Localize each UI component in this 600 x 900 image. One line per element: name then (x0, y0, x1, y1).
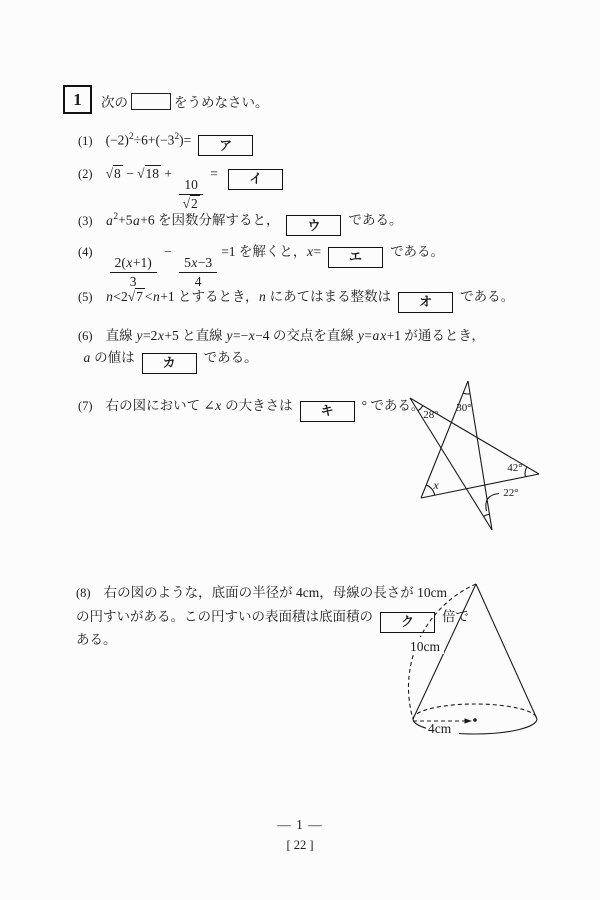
numerator (179, 255, 217, 273)
math-text: 4 (194, 274, 202, 289)
math-variable: x (157, 328, 164, 343)
math-variable: n (153, 289, 160, 304)
angle-label-42: 42° (507, 462, 523, 474)
math-text: =2 (142, 328, 158, 343)
superscript: 2 (113, 212, 119, 222)
question-number: (5) (78, 290, 93, 304)
math-variable: x (380, 328, 387, 343)
math-variable: a (106, 212, 113, 228)
answer-box: キ (300, 401, 355, 422)
math-text: = (313, 244, 322, 259)
angle-label-30: 30° (456, 402, 472, 414)
math-text: である。 (203, 350, 258, 365)
angle-label-28: 28° (423, 409, 439, 421)
math-text: +6 を因数分解すると， (140, 212, 280, 228)
math-variable: a (83, 350, 91, 365)
center-dot (473, 718, 477, 722)
question-6-line-1 (78, 325, 485, 347)
answer-box: カ (142, 353, 197, 374)
answer-box: ア (198, 135, 253, 156)
math-variable: y (136, 328, 143, 343)
math-text: ある。 (76, 632, 117, 647)
question-number: (1) (78, 133, 93, 148)
answer-box: エ (328, 247, 383, 268)
question-number: (6) (78, 329, 93, 343)
math-text: +1 とするとき， (160, 289, 259, 304)
math-variable: x (306, 244, 313, 259)
math-variable: x (215, 398, 222, 413)
math-text: である。 (348, 212, 403, 228)
question-3 (78, 206, 402, 236)
math-variable: n (106, 289, 113, 304)
answer-box: イ (228, 169, 283, 190)
radical-sign: √ (105, 166, 113, 181)
instruction-post: をうめなさい。 (174, 95, 269, 110)
question-number: (8) (76, 586, 91, 600)
math-text: = (364, 328, 372, 343)
math-text: =1 を解くと， (221, 244, 307, 259)
math-text: =− (232, 328, 249, 343)
superscript: 2 (128, 132, 134, 142)
question-number: (4) (78, 245, 93, 259)
math-text: < (144, 289, 153, 304)
question-2 (78, 163, 290, 212)
radius-label: 4cm (428, 721, 452, 736)
angle-label-22: 22° (503, 487, 519, 499)
question-number: (3) (78, 213, 93, 228)
math-text: 10 (184, 177, 198, 192)
math-text: の円すいがある。この円すいの表面積は底面積の (76, 609, 373, 624)
math-text: ÷6+(−3 (133, 132, 175, 148)
math-text: −3 (197, 255, 213, 270)
radicand: 2 (191, 196, 198, 211)
math-text: 直線 (105, 328, 136, 343)
math-text: である。 (390, 244, 445, 259)
math-text: + (161, 166, 176, 181)
math-text: −4 の交点を直線 (255, 328, 358, 343)
question-5 (78, 286, 514, 313)
math-text: の大きさは (221, 398, 293, 413)
math-variable: y (226, 328, 233, 343)
question-number: (2) (78, 167, 93, 181)
math-variable: a (132, 212, 140, 228)
radical-sign: √ (137, 166, 145, 181)
math-text: )= (179, 132, 192, 148)
math-variable: x (191, 255, 198, 270)
radicand: 7 (136, 289, 143, 304)
math-variable: x (126, 255, 133, 270)
math-variable: x (248, 328, 255, 343)
cone-figure (383, 572, 563, 752)
numerator (179, 177, 203, 195)
fraction (179, 255, 217, 290)
math-text: 倍で (442, 609, 469, 624)
problem-number-box (63, 85, 92, 114)
page-number: — 1 — (277, 817, 323, 832)
radical (137, 165, 161, 181)
math-variable: n (258, 289, 266, 304)
math-text: − (160, 244, 176, 259)
radical-sign: √ (127, 289, 136, 304)
question-number: (7) (78, 399, 93, 413)
math-text: +5 (118, 212, 133, 228)
superscript: 2 (174, 132, 180, 142)
math-text: +1) (132, 255, 152, 270)
math-variable: a (372, 328, 380, 343)
answer-box: ウ (286, 215, 341, 236)
math-text: の値は (90, 350, 135, 365)
math-text: にあてはまる整数は (266, 289, 392, 304)
math-text: <2 (113, 289, 128, 304)
question-6-line-2 (83, 347, 258, 374)
instruction-pre: 次の (101, 95, 128, 110)
star-lines (410, 381, 539, 530)
answer-box: ク (380, 612, 435, 633)
cone-lines (409, 584, 537, 734)
radical (128, 288, 145, 304)
question-8-line-3 (76, 629, 117, 651)
math-text: +1 が通るとき， (386, 328, 485, 343)
slant-label: 10cm (410, 639, 440, 654)
problem-number: 1 (73, 90, 82, 109)
math-text: +5 と直線 (164, 328, 226, 343)
blank-box (131, 93, 171, 110)
answer-box: オ (398, 292, 453, 313)
math-text: 右の図のような，底面の半径が 4cm，母線の長さが 10cm (103, 585, 448, 600)
math-variable: y (357, 328, 364, 343)
page-code: [ 22 ] (286, 838, 314, 852)
radicand: 18 (145, 166, 160, 181)
math-text: である。 (460, 289, 515, 304)
math-text: 5 (184, 255, 191, 270)
math-text: − (122, 166, 138, 181)
math-text: = (206, 166, 222, 181)
math-text: (−2) (105, 132, 129, 148)
question-7 (78, 395, 424, 422)
question-1 (78, 126, 260, 156)
star-angle-figure (375, 363, 575, 548)
math-text: 右の図において ∠ (105, 398, 215, 413)
numerator (110, 255, 157, 273)
radius-arrowhead (465, 718, 473, 723)
fraction (110, 255, 157, 290)
radical (106, 165, 123, 181)
angle-label-x: x (433, 478, 439, 492)
radical-sign: √ (182, 196, 190, 211)
radicand: 8 (114, 166, 121, 181)
instruction-line (101, 91, 269, 111)
math-text: ° である。 (361, 398, 425, 413)
question-4 (78, 241, 444, 290)
math-text: 3 (129, 274, 137, 289)
math-text: 2( (114, 255, 126, 270)
